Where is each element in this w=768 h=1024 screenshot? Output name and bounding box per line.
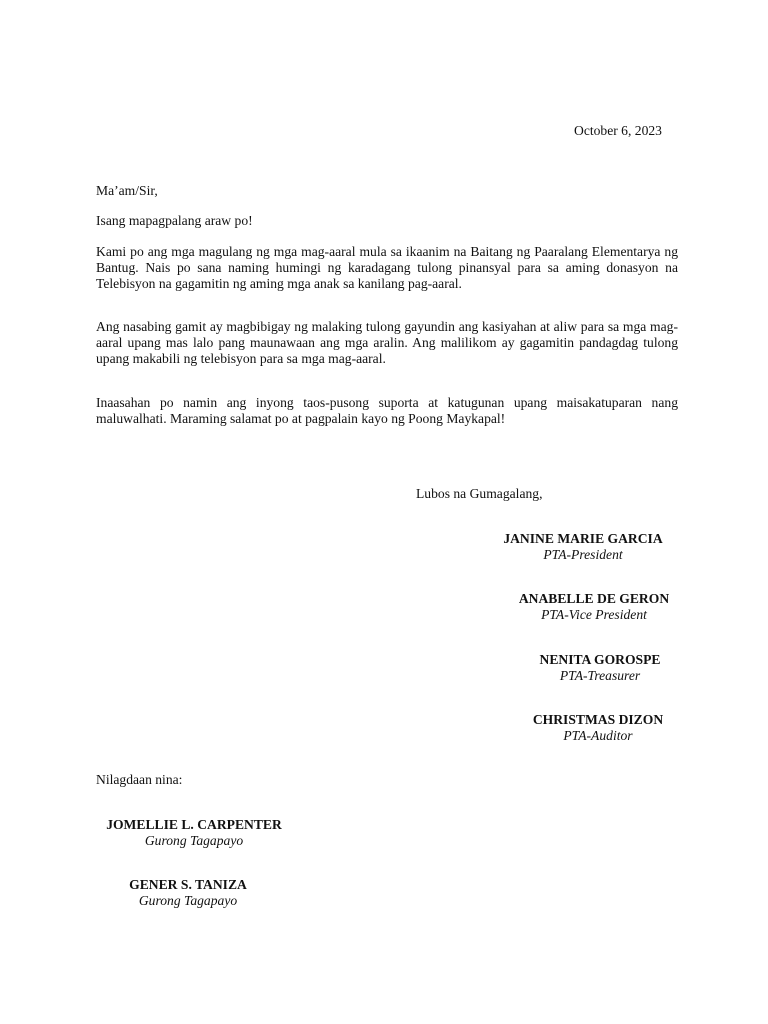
noted-by-label: Nilagdaan nina: [96, 772, 183, 787]
letter-date: October 6, 2023 [574, 123, 662, 138]
greeting: Isang mapagpalang araw po! [96, 213, 253, 228]
body-paragraph-2: Ang nasabing gamit ay magbibigay ng malaking tulong gayundin ang kasiyahan at aliw para sa mga mag-aaral upang mas lalo pang maunawaan ang mga aralin. Ang malilikom ay gagamitin pandagdag tulong upang makabili ng telebisyon para sa mga mag-aaral. [96, 319, 678, 366]
signatory-name: ANABELLE DE GERON [518, 591, 670, 606]
signatory-title: PTA-President [543, 547, 623, 562]
signatory-name: NENITA GOROSPE [539, 652, 661, 667]
signatory-block [494, 591, 694, 623]
noted-by-title: Gurong Tagapayo [138, 893, 238, 908]
noted-by-block [96, 877, 280, 909]
noted-by-block [96, 817, 292, 849]
signatory-block [483, 531, 683, 563]
salutation: Ma’am/Sir, [96, 183, 158, 198]
signatory-name: CHRISTMAS DIZON [532, 712, 664, 727]
noted-by-name: GENER S. TANIZA [129, 877, 247, 892]
body-paragraph-3: Inaasahan po namin ang inyong taos-pusong suporta at katugunan upang maisakatuparan nang maluwalhati. Maraming salamat po at pagpalain kayo ng Poong Maykapal! [96, 395, 678, 426]
body-paragraph-1: Kami po ang mga magulang ng mga mag-aaral mula sa ikaanim na Baitang ng Paaralang Elementarya ng Bantug. Nais po sana naming humingi ng karadagang tulong pinansyal para sa aming donasyon na Telebisyon na gagamitin ng aming mga anak sa kanilang pag-aaral. [96, 244, 678, 291]
signatory-name: JANINE MARIE GARCIA [503, 531, 663, 546]
signatory-title: PTA-Treasurer [559, 668, 641, 683]
signatory-block [498, 712, 698, 744]
signatory-title: PTA-Vice President [541, 607, 647, 622]
signatory-title: PTA-Auditor [563, 728, 633, 743]
noted-by-name: JOMELLIE L. CARPENTER [106, 817, 282, 832]
signatory-block [500, 652, 700, 684]
noted-by-title: Gurong Tagapayo [144, 833, 244, 848]
closing: Lubos na Gumagalang, [416, 486, 543, 501]
